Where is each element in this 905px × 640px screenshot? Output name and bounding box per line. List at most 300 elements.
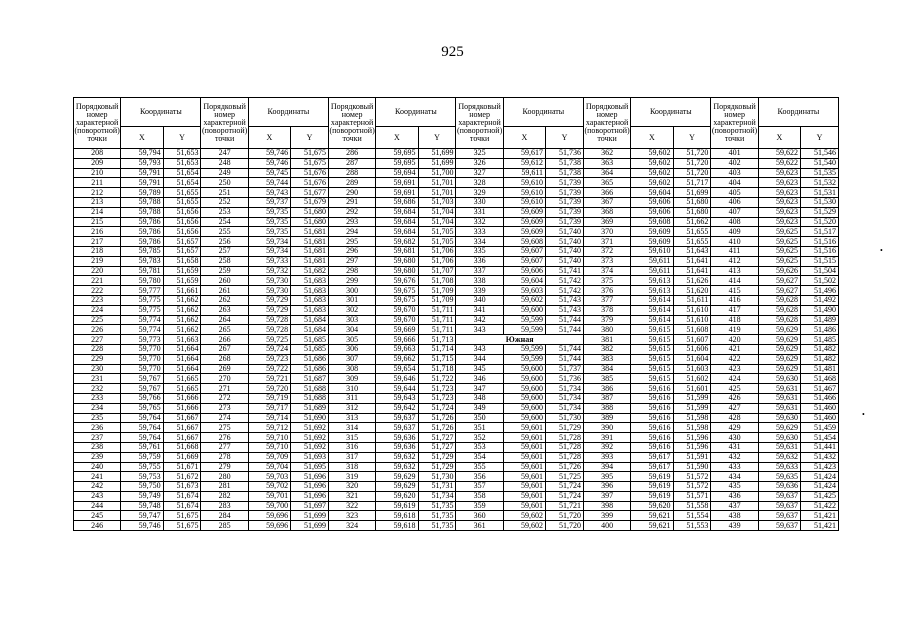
coord-x: 59,770	[121, 364, 163, 374]
point-number: 317	[328, 452, 375, 462]
point-number: 242	[74, 482, 121, 492]
point-number: 381	[583, 335, 630, 345]
coord-x: 59,619	[631, 482, 673, 492]
point-number: 351	[456, 423, 503, 433]
coord-x: 59,765	[121, 403, 163, 413]
point-number: 314	[328, 423, 375, 433]
coord-y: 51,740	[546, 246, 584, 256]
coord-x: 59,633	[758, 462, 800, 472]
coord-x: 59,788	[121, 197, 163, 207]
coord-y: 51,675	[291, 158, 329, 168]
point-number: 350	[456, 413, 503, 423]
point-number: 238	[74, 442, 121, 452]
point-number: 316	[328, 442, 375, 452]
coord-y: 51,682	[291, 266, 329, 276]
coord-x: 59,625	[758, 227, 800, 237]
point-number: 297	[328, 256, 375, 266]
point-number: 286	[328, 149, 375, 159]
point-number: 355	[456, 462, 503, 472]
coord-x: 59,609	[631, 237, 673, 247]
coord-y: 51,714	[418, 344, 456, 354]
coord-y: 51,684	[291, 325, 329, 335]
point-number: 287	[328, 158, 375, 168]
coord-y: 51,728	[546, 433, 584, 443]
point-number: 230	[74, 364, 121, 374]
coord-x: 59,734	[248, 237, 290, 247]
coord-y: 51,737	[546, 364, 584, 374]
point-number: 319	[328, 472, 375, 482]
table-row	[74, 246, 839, 256]
point-number: 419	[711, 325, 758, 335]
point-number: 365	[583, 178, 630, 188]
coord-y: 51,481	[801, 364, 839, 374]
coord-y: 51,692	[291, 423, 329, 433]
point-number: 243	[74, 491, 121, 501]
coord-x: 59,676	[376, 276, 418, 286]
coord-x: 59,623	[758, 168, 800, 178]
coord-y: 51,468	[801, 374, 839, 384]
coord-y: 51,596	[673, 442, 711, 452]
coord-y: 51,667	[163, 433, 201, 443]
coord-y: 51,606	[673, 344, 711, 354]
coord-y: 51,598	[673, 413, 711, 423]
coord-y: 51,610	[673, 315, 711, 325]
point-number: 294	[328, 227, 375, 237]
point-number: 418	[711, 315, 758, 325]
coord-y: 51,421	[801, 521, 839, 531]
coord-y: 51,742	[546, 286, 584, 296]
point-number: 325	[456, 149, 503, 159]
coord-y: 51,421	[801, 511, 839, 521]
coord-x: 59,709	[248, 452, 290, 462]
coord-y: 51,604	[673, 354, 711, 364]
table-row	[74, 354, 839, 364]
point-number: 274	[201, 413, 248, 423]
coord-y: 51,662	[163, 325, 201, 335]
coord-x: 59,717	[248, 403, 290, 413]
coord-x: 59,743	[248, 188, 290, 198]
coord-y: 51,729	[418, 462, 456, 472]
coord-y: 51,662	[163, 295, 201, 305]
point-number: 290	[328, 188, 375, 198]
point-number: 223	[74, 295, 121, 305]
point-number: 320	[328, 482, 375, 492]
table-row	[74, 266, 839, 276]
coord-x: 59,617	[631, 452, 673, 462]
coord-x: 59,616	[631, 413, 673, 423]
coord-y: 51,611	[673, 295, 711, 305]
coord-x: 59,637	[758, 501, 800, 511]
coord-y: 51,679	[291, 197, 329, 207]
coord-x: 59,691	[376, 188, 418, 198]
point-number: 416	[711, 295, 758, 305]
coord-x: 59,733	[248, 256, 290, 266]
coord-y: 51,664	[163, 364, 201, 374]
coord-x: 59,601	[503, 433, 545, 443]
coord-y: 51,681	[291, 237, 329, 247]
coord-y: 51,742	[546, 276, 584, 286]
coordinates-table	[73, 97, 839, 531]
coord-x: 59,616	[631, 403, 673, 413]
coord-x: 59,700	[248, 501, 290, 511]
point-number: 310	[328, 384, 375, 394]
coord-x: 59,601	[503, 482, 545, 492]
coord-y: 51,529	[801, 207, 839, 217]
header-x: X	[248, 127, 290, 149]
table-row	[74, 256, 839, 266]
coord-y: 51,653	[163, 149, 201, 159]
coord-x: 59,627	[758, 276, 800, 286]
coord-x: 59,616	[631, 384, 673, 394]
coord-y: 51,734	[546, 393, 584, 403]
coord-x: 59,764	[121, 433, 163, 443]
point-number: 421	[711, 344, 758, 354]
point-number: 428	[711, 413, 758, 423]
point-number: 305	[328, 335, 375, 345]
coord-y: 51,720	[673, 168, 711, 178]
table-row	[74, 374, 839, 384]
coord-x: 59,613	[631, 276, 673, 286]
point-number: 237	[74, 433, 121, 443]
coord-x: 59,730	[248, 276, 290, 286]
coord-x: 59,602	[631, 168, 673, 178]
coord-x: 59,629	[376, 472, 418, 482]
table-row	[74, 472, 839, 482]
table-row	[74, 315, 839, 325]
coord-y: 51,684	[291, 315, 329, 325]
coord-x: 59,629	[376, 482, 418, 492]
coord-y: 51,425	[801, 491, 839, 501]
header-y: Y	[546, 127, 584, 149]
point-number: 331	[456, 207, 503, 217]
point-number: 259	[201, 266, 248, 276]
coord-x: 59,631	[758, 384, 800, 394]
point-number: 224	[74, 305, 121, 315]
point-number: 392	[583, 442, 630, 452]
coord-x: 59,775	[121, 295, 163, 305]
coord-x: 59,753	[121, 472, 163, 482]
point-number: 219	[74, 256, 121, 266]
point-number: 376	[583, 286, 630, 296]
point-number: 335	[456, 246, 503, 256]
point-number: 372	[583, 246, 630, 256]
point-number: 393	[583, 452, 630, 462]
coord-y: 51,677	[291, 188, 329, 198]
coord-y: 51,496	[801, 286, 839, 296]
point-number: 233	[74, 393, 121, 403]
point-number: 315	[328, 433, 375, 443]
coord-x: 59,670	[376, 305, 418, 315]
coord-x: 59,749	[121, 491, 163, 501]
coord-x: 59,644	[376, 384, 418, 394]
coord-x: 59,615	[631, 344, 673, 354]
coord-y: 51,656	[163, 227, 201, 237]
table-row	[74, 197, 839, 207]
coord-y: 51,728	[546, 442, 584, 452]
coord-x: 59,675	[376, 295, 418, 305]
coord-x: 59,615	[631, 325, 673, 335]
point-number: 276	[201, 433, 248, 443]
point-number: 216	[74, 227, 121, 237]
coord-x: 59,735	[248, 207, 290, 217]
point-number: 345	[456, 364, 503, 374]
coord-y: 51,722	[418, 374, 456, 384]
coord-x: 59,774	[121, 315, 163, 325]
point-number: 254	[201, 217, 248, 227]
point-number: 288	[328, 168, 375, 178]
coord-x: 59,637	[376, 413, 418, 423]
point-number: 422	[711, 354, 758, 364]
point-number: 343	[456, 344, 503, 354]
coord-x: 59,602	[631, 158, 673, 168]
coord-x: 59,607	[503, 256, 545, 266]
coord-x: 59,759	[121, 452, 163, 462]
coord-y: 51,739	[546, 188, 584, 198]
coord-x: 59,696	[248, 511, 290, 521]
coord-x: 59,609	[503, 227, 545, 237]
point-number: 283	[201, 501, 248, 511]
coord-y: 51,683	[291, 276, 329, 286]
point-number: 240	[74, 462, 121, 472]
point-number: 256	[201, 237, 248, 247]
table-row	[74, 227, 839, 237]
point-number: 245	[74, 511, 121, 521]
coord-y: 51,441	[801, 442, 839, 452]
coord-y: 51,530	[801, 197, 839, 207]
point-number: 341	[456, 305, 503, 315]
coord-y: 51,699	[291, 511, 329, 521]
coord-y: 51,687	[291, 374, 329, 384]
coord-y: 51,664	[163, 354, 201, 364]
coord-x: 59,619	[376, 501, 418, 511]
coord-x: 59,628	[758, 295, 800, 305]
point-number: 427	[711, 403, 758, 413]
point-number: 366	[583, 188, 630, 198]
coord-x: 59,625	[758, 256, 800, 266]
coord-y: 51,681	[291, 246, 329, 256]
point-number: 403	[711, 168, 758, 178]
coord-y: 51,706	[418, 246, 456, 256]
header-y: Y	[291, 127, 329, 149]
coord-y: 51,692	[291, 442, 329, 452]
coord-x: 59,615	[631, 335, 673, 345]
coord-y: 51,723	[418, 393, 456, 403]
point-number: 347	[456, 384, 503, 394]
coord-x: 59,662	[376, 354, 418, 364]
coord-x: 59,602	[503, 511, 545, 521]
coord-y: 51,641	[673, 266, 711, 276]
point-number: 363	[583, 158, 630, 168]
coord-y: 51,673	[163, 482, 201, 492]
coord-x: 59,637	[758, 511, 800, 521]
coord-x: 59,621	[631, 521, 673, 531]
coord-x: 59,786	[121, 217, 163, 227]
coord-y: 51,554	[673, 511, 711, 521]
header-point-number: Порядковый номер характерной (поворотной) точки	[328, 98, 375, 149]
coord-y: 51,601	[673, 384, 711, 394]
point-number: 339	[456, 286, 503, 296]
coord-y: 51,620	[673, 286, 711, 296]
coord-y: 51,739	[546, 217, 584, 227]
coord-y: 51,720	[546, 521, 584, 531]
point-number: 412	[711, 256, 758, 266]
point-number: 306	[328, 344, 375, 354]
coord-y: 51,459	[801, 423, 839, 433]
coord-y: 51,599	[673, 393, 711, 403]
point-number: 229	[74, 354, 121, 364]
coord-y: 51,729	[546, 423, 584, 433]
coord-x: 59,611	[631, 266, 673, 276]
coord-x: 59,606	[503, 266, 545, 276]
coord-y: 51,743	[546, 305, 584, 315]
point-number: 265	[201, 325, 248, 335]
coord-y: 51,602	[673, 374, 711, 384]
coord-y: 51,735	[418, 511, 456, 521]
table-row	[74, 276, 839, 286]
coord-x: 59,686	[376, 197, 418, 207]
coord-x: 59,614	[631, 315, 673, 325]
point-number: 272	[201, 393, 248, 403]
point-number: 354	[456, 452, 503, 462]
coord-y: 51,727	[418, 442, 456, 452]
coord-y: 51,695	[291, 462, 329, 472]
coord-y: 51,701	[418, 188, 456, 198]
coord-x: 59,623	[758, 207, 800, 217]
point-number: 327	[456, 168, 503, 178]
point-number: 261	[201, 286, 248, 296]
coord-x: 59,602	[503, 295, 545, 305]
coord-y: 51,467	[801, 384, 839, 394]
point-number: 358	[456, 491, 503, 501]
coord-x: 59,744	[248, 178, 290, 188]
coord-x: 59,613	[631, 286, 673, 296]
coord-y: 51,662	[163, 305, 201, 315]
coord-x: 59,764	[121, 423, 163, 433]
coord-x: 59,604	[503, 276, 545, 286]
coord-y: 51,688	[291, 393, 329, 403]
point-number: 370	[583, 227, 630, 237]
coord-x: 59,691	[376, 178, 418, 188]
coord-y: 51,704	[418, 217, 456, 227]
point-number: 359	[456, 501, 503, 511]
coord-y: 51,744	[546, 315, 584, 325]
point-number: 268	[201, 354, 248, 364]
point-number: 291	[328, 197, 375, 207]
coord-y: 51,675	[163, 521, 201, 531]
coord-y: 51,666	[163, 393, 201, 403]
coord-y: 51,517	[801, 227, 839, 237]
point-number: 438	[711, 511, 758, 521]
coord-x: 59,783	[121, 256, 163, 266]
point-number: 432	[711, 452, 758, 462]
point-number: 338	[456, 276, 503, 286]
coord-y: 51,683	[291, 295, 329, 305]
point-number: 271	[201, 384, 248, 394]
coord-y: 51,657	[163, 237, 201, 247]
coord-x: 59,642	[376, 403, 418, 413]
coord-x: 59,701	[248, 491, 290, 501]
point-number: 298	[328, 266, 375, 276]
point-number: 278	[201, 452, 248, 462]
coord-y: 51,680	[673, 197, 711, 207]
point-number: 239	[74, 452, 121, 462]
coord-x: 59,724	[248, 344, 290, 354]
coord-y: 51,641	[673, 256, 711, 266]
coord-y: 51,675	[291, 149, 329, 159]
coord-y: 51,706	[418, 256, 456, 266]
coord-x: 59,616	[631, 442, 673, 452]
coord-y: 51,590	[673, 462, 711, 472]
point-number: 255	[201, 227, 248, 237]
coord-x: 59,623	[758, 188, 800, 198]
coord-y: 51,676	[291, 168, 329, 178]
coord-x: 59,632	[758, 452, 800, 462]
coord-x: 59,732	[248, 266, 290, 276]
point-number: 408	[711, 217, 758, 227]
point-number: 281	[201, 482, 248, 492]
coord-x: 59,703	[248, 472, 290, 482]
point-number: 411	[711, 246, 758, 256]
point-number: 248	[201, 158, 248, 168]
point-number: 382	[583, 344, 630, 354]
coord-x: 59,654	[376, 364, 418, 374]
point-number: 357	[456, 482, 503, 492]
coord-x: 59,603	[503, 286, 545, 296]
point-number: 303	[328, 315, 375, 325]
point-number: 367	[583, 197, 630, 207]
coord-x: 59,600	[503, 413, 545, 423]
point-number: 221	[74, 276, 121, 286]
coord-x: 59,695	[376, 149, 418, 159]
point-number: 349	[456, 403, 503, 413]
point-number: 397	[583, 491, 630, 501]
coord-x: 59,728	[248, 325, 290, 335]
coord-y: 51,729	[418, 452, 456, 462]
coord-x: 59,684	[376, 207, 418, 217]
table-row	[74, 286, 839, 296]
point-number: 423	[711, 364, 758, 374]
coord-x: 59,773	[121, 335, 163, 345]
table-row	[74, 305, 839, 315]
coord-x: 59,722	[248, 364, 290, 374]
coord-y: 51,724	[546, 491, 584, 501]
header-y: Y	[673, 127, 711, 149]
coord-y: 51,740	[546, 237, 584, 247]
coord-y: 51,704	[418, 207, 456, 217]
point-number: 299	[328, 276, 375, 286]
table-row	[74, 501, 839, 511]
coord-y: 51,725	[546, 472, 584, 482]
point-number: 340	[456, 295, 503, 305]
coord-y: 51,676	[291, 178, 329, 188]
coord-y: 51,571	[673, 491, 711, 501]
scan-mark: •	[862, 410, 865, 419]
coord-x: 59,680	[376, 256, 418, 266]
point-number: 348	[456, 393, 503, 403]
coord-x: 59,600	[503, 374, 545, 384]
coord-x: 59,612	[503, 158, 545, 168]
coord-x: 59,622	[758, 158, 800, 168]
coord-x: 59,611	[503, 168, 545, 178]
coord-x: 59,766	[121, 393, 163, 403]
coord-y: 51,681	[291, 227, 329, 237]
coord-y: 51,532	[801, 178, 839, 188]
point-number: 352	[456, 433, 503, 443]
header-coordinates: Координаты	[248, 98, 328, 127]
point-number: 374	[583, 266, 630, 276]
point-number: 262	[201, 295, 248, 305]
coord-x: 59,723	[248, 354, 290, 364]
